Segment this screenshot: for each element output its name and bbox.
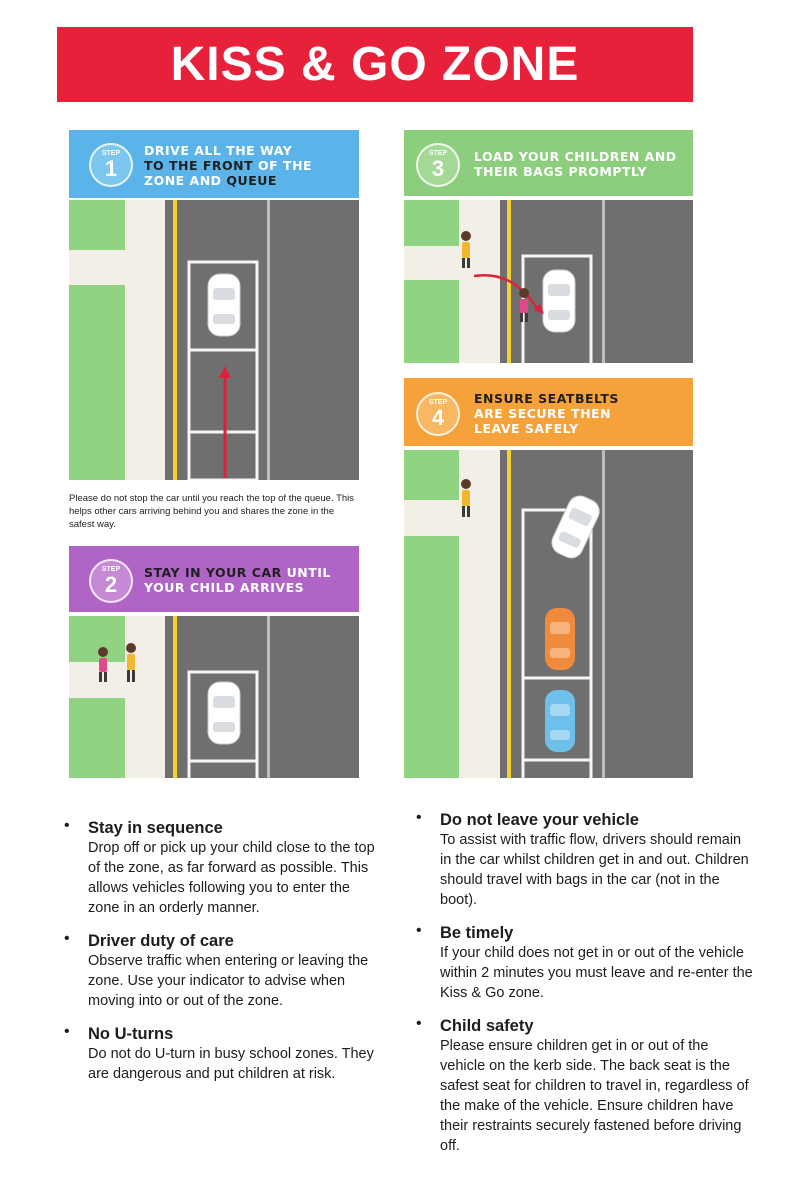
step-4-text-b: ARE SECURE THEN <box>474 406 612 421</box>
step-3-panel <box>404 130 693 363</box>
grass-strip <box>404 280 459 363</box>
step-2-text-c: YOUR CHILD ARRIVES <box>144 580 305 595</box>
left-bullet-list <box>62 818 382 1097</box>
step-1-number: 1 <box>104 156 118 181</box>
step-2-text-b: UNTIL <box>286 565 331 580</box>
bullet-body: Drop off or pick up your child close to the top of the zone, as far forward as possible. This allows vehicles following you to enter the zone in an orderly manner. <box>88 840 375 916</box>
road <box>500 200 693 363</box>
list-item <box>62 931 382 1011</box>
step-1-text-e: QUEUE <box>226 173 277 188</box>
yellow-line <box>173 616 177 778</box>
step-3-text <box>474 149 689 179</box>
step-2-panel <box>69 546 359 778</box>
step-1-text-a: DRIVE ALL THE WAY <box>144 143 293 158</box>
step-1-text-d: ZONE AND <box>144 173 222 188</box>
car-orange <box>545 608 575 670</box>
grass-strip <box>404 450 459 500</box>
list-item <box>62 1024 382 1084</box>
step-3-word: STEP <box>428 150 448 157</box>
step-1-header <box>69 130 359 198</box>
step-3-text-a: LOAD YOUR CHILDREN AND <box>474 149 677 164</box>
step-1-text-b: TO THE FRONT <box>144 158 254 173</box>
right-bullet-list <box>414 810 754 1169</box>
step-1-word: STEP <box>101 150 121 157</box>
grass-strip <box>404 200 459 246</box>
bullet-title: • Child safety <box>440 1017 534 1035</box>
step-4-number: 4 <box>431 405 445 430</box>
grass-strip <box>404 536 459 778</box>
list-item <box>414 923 754 1003</box>
grass-strip <box>69 285 125 480</box>
step-2-word: STEP <box>101 566 121 573</box>
bullet-title: • No U-turns <box>88 1025 174 1043</box>
step-3-number: 3 <box>431 156 445 181</box>
step-2-illustration <box>69 616 359 778</box>
road <box>500 450 693 778</box>
yellow-line <box>173 200 177 480</box>
grass-strip <box>69 616 125 662</box>
step-4-word: STEP <box>428 399 448 406</box>
step-2-text-a: STAY IN YOUR CAR <box>144 565 282 580</box>
step-1-illustration <box>69 200 359 480</box>
step-4-panel <box>404 378 693 778</box>
car-white <box>543 270 575 332</box>
car-white <box>208 274 240 336</box>
step-2-number: 2 <box>104 572 118 597</box>
bullet-title: • Be timely <box>440 924 514 942</box>
yellow-line <box>507 450 511 778</box>
bullet-body: Observe traffic when entering or leaving the zone. Use your indicator to advise when moving into or out of the zone. <box>88 953 369 1009</box>
step-3-text-b: THEIR BAGS PROMPTLY <box>474 164 648 179</box>
step-4-header <box>404 378 693 446</box>
step-2-badge <box>89 559 133 603</box>
car-white <box>208 682 240 744</box>
step-2-header <box>69 546 359 612</box>
bullet-body: Do not do U-turn in busy school zones. They are dangerous and put children at risk. <box>88 1046 374 1082</box>
list-item <box>62 818 382 918</box>
grass-strip <box>69 698 125 778</box>
list-item <box>414 810 754 910</box>
step-1-caption: Please do not stop the car until you reach the top of the queue. This helps other cars arriving behind you and shares the zone in the safest way. <box>69 493 355 530</box>
road <box>165 616 359 778</box>
bullet-title: • Stay in sequence <box>88 819 223 837</box>
page-title: KISS & GO ZONE <box>170 38 580 91</box>
step-4-text <box>474 391 689 436</box>
step-1-text-c: OF THE <box>258 158 313 173</box>
step-4-text-c: LEAVE SAFELY <box>474 421 579 436</box>
grass-strip <box>69 200 125 250</box>
step-2-text <box>144 565 354 595</box>
list-item <box>414 1016 754 1156</box>
step-3-illustration <box>404 200 693 363</box>
step-1-panel <box>69 130 359 480</box>
step-4-badge <box>416 392 460 436</box>
step-3-badge <box>416 143 460 187</box>
title-banner <box>57 27 693 102</box>
step-4-text-a: ENSURE SEATBELTS <box>474 391 619 406</box>
bullet-body: To assist with traffic flow, drivers should remain in the car whilst children get in and out. Children should travel with bags in the car (not in the boot). <box>440 832 749 908</box>
car-blue <box>545 690 575 752</box>
step-1-badge <box>89 143 133 187</box>
road <box>165 200 359 480</box>
step-1-text <box>144 143 354 188</box>
bullet-body: Please ensure children get in or out of the vehicle on the kerb side. The back seat is the safest seat for children to travel in, regardless of the make of the vehicle. Ensure children have their restraints securely fastened before driving off. <box>440 1038 749 1154</box>
step-3-header <box>404 130 693 196</box>
bullet-body: If your child does not get in or out of the vehicle within 2 minutes you must leave and re-enter the Kiss & Go zone. <box>440 945 753 1001</box>
step-4-illustration <box>404 450 693 778</box>
bullet-title: • Do not leave your vehicle <box>440 811 639 829</box>
bullet-title: • Driver duty of care <box>88 932 234 950</box>
